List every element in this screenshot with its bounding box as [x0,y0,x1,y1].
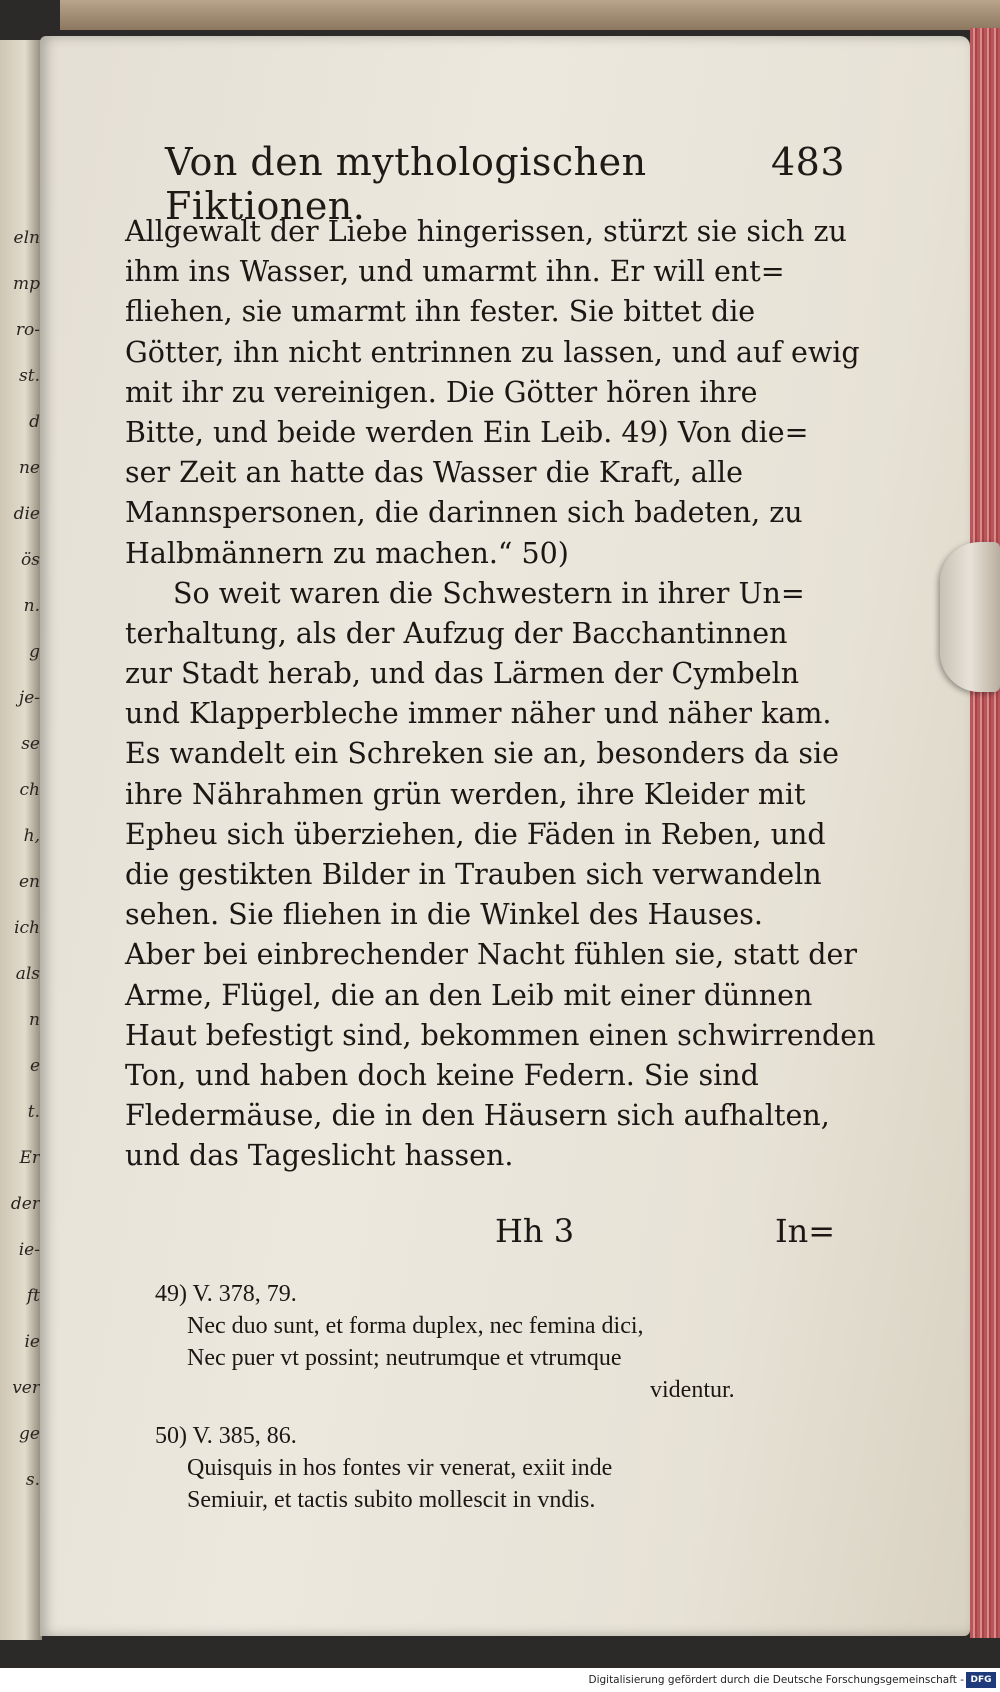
footnote-line: Nec duo sunt, et forma duplex, nec femina dici, [187,1313,644,1339]
facing-page-fragment: die [13,504,40,524]
footnote-line: Quisquis in hos fontes vir venerat, exiit inde [187,1455,613,1481]
facing-page-fragment: n [29,1010,40,1030]
book-top-edge [60,0,1000,30]
text-line: Ton, und haben doch keine Federn. Sie sind [125,1058,759,1092]
footnote-line: Nec puer vt possint; neutrumque et vtrumque [187,1345,622,1371]
text-line: sehen. Sie fliehen in die Winkel des Hauses. [125,898,763,932]
text-line: und Klapperbleche immer näher und näher kam. [125,697,832,731]
text-line: ihm ins Wasser, und umarmt ihn. Er will ent= [125,255,785,289]
text-line: So weit waren die Schwestern in ihrer Un= [173,576,805,610]
text-line: terhaltung, als der Aufzug der Bacchantinnen [125,616,788,650]
facing-page-fragment: ver [12,1378,40,1398]
facing-page-fragment: ie- [18,1240,40,1260]
text-line: die gestikten Bilder in Trauben sich verwandeln [125,858,822,891]
signature-mark: Hh 3 [495,1212,575,1250]
text-line: zur Stadt herab, und das Lärmen der Cymbeln [125,657,800,691]
facing-page-fragment: s. [25,1470,40,1490]
facing-page-fragment: ft [26,1286,40,1306]
text-line: Aber bei einbrechender Nacht fühlen sie, statt der [125,938,857,972]
text-line: ihre Nährahmen grün werden, ihre Kleider mit [125,777,806,811]
text-line: Fledermäuse, die in den Häusern sich aufhalten, [125,1099,830,1133]
footnote-line: videntur. [650,1377,735,1403]
text-line: Es wandelt ein Schreken sie an, besonders da sie [125,737,839,771]
page-edges [970,28,1000,1638]
facing-page-fragment: je- [18,688,40,708]
text-line: Götter, ihn nicht entrinnen zu lassen, und auf ewig [125,335,860,369]
facing-page-fragment: ne [18,458,40,478]
body-text [125,212,876,1177]
text-line: ser Zeit an hatte das Wasser die Kraft, alle [125,456,743,490]
facing-page-fragment: st. [19,366,40,386]
text-line: fliehen, sie umarmt ihn fester. Sie bittet die [125,295,756,329]
page-number: 483 [770,140,845,184]
text-line: Epheu sich überziehen, die Fäden in Reben, und [125,817,826,851]
text-line: Mannspersonen, die darinnen sich badeten, zu [125,496,803,530]
facing-page-fragment: ös [21,550,40,570]
facing-page-fragment: h, [23,826,40,846]
running-header [165,140,845,228]
facing-page-fragment: ich [14,918,40,938]
facing-page-fragment: se [21,734,40,754]
facing-page-fragment: ch [19,780,40,800]
running-title: Von den mythologischen Fiktionen. [165,140,647,228]
footer-credit: Digitalisierung gefördert durch die Deutsche Forschungsgemeinschaft - [588,1674,964,1686]
text-line: Bitte, und beide werden Ein Leib. 49) Von die= [125,415,809,449]
facing-page-fragment: d [29,412,40,432]
text-line: Halbmännern zu machen.“ 50) [125,536,569,570]
text-line: und das Tageslicht hassen. [125,1139,514,1173]
footnote-ref: 49) V. 378, 79. [155,1281,297,1307]
facing-page-fragment: Er [19,1148,40,1168]
footnote-ref: 50) V. 385, 86. [155,1423,297,1449]
facing-page-fragment: ge [19,1424,40,1444]
text-line: mit ihr zu vereinigen. Die Götter hören ihre [125,375,758,409]
facing-page-fragment: e [29,1056,40,1076]
text-line: Haut befestigt sind, bekommen einen schwirrenden [125,1018,876,1052]
facing-page-fragment: als [15,964,40,984]
footnote-line: Semiuir, et tactis subito mollescit in vndis. [187,1487,596,1513]
facing-page-fragment: der [10,1194,40,1214]
text-line: Arme, Flügel, die an den Leib mit einer dünnen [125,978,813,1012]
facing-page-fragment: ie [24,1332,40,1352]
facing-page-fragment: mp [12,274,40,294]
dfg-logo: DFG [966,1672,996,1688]
text-line: Allgewalt der Liebe hingerissen, stürzt sie sich zu [125,215,847,248]
footnotes [155,1278,855,1516]
facing-page-fragment: n. [23,596,40,616]
facing-page-fragment: ro- [15,320,40,340]
page-clip [940,542,1000,692]
facing-page-fragment: g [29,642,40,662]
catchword: In= [775,1212,836,1250]
facing-page-fragment: t. [27,1102,40,1122]
facing-page-fragment: en [18,872,40,892]
facing-page-fragment: eln [13,228,40,248]
